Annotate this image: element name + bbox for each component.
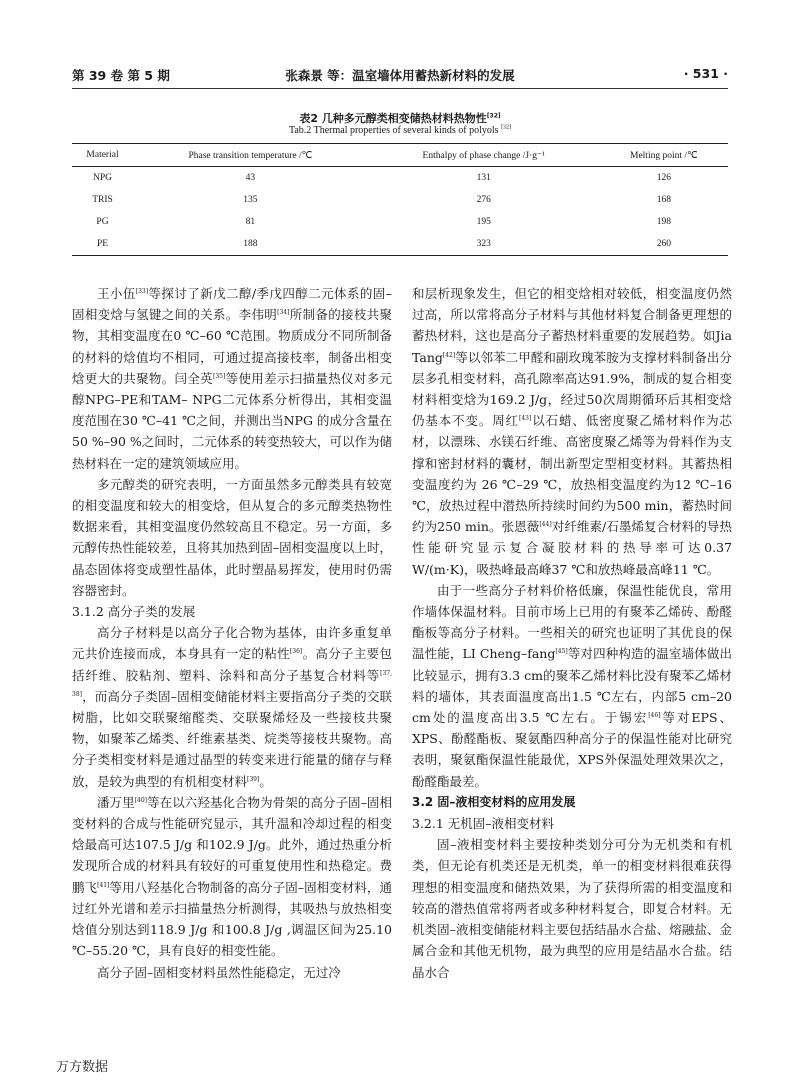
right-column xyxy=(412,283,732,983)
paragraph: 高分子固–固相变材料虽然性能稳定，无过冷 xyxy=(97,964,341,980)
table-header-cell: Enthalpy of phase change /J·g⁻¹ xyxy=(422,150,545,161)
thermal-properties-table xyxy=(72,143,728,256)
table-header-cell: Phase transition temperature /℃ xyxy=(188,150,313,161)
paragraph: 由于一些高分子材料价格低廉，保温性能优良，常用作墙体保温材料。目前市场上已用的有聚苯乙烯砖、酚醛酯板等高分子材料。一些相关的研究也证明了其优良的保温性能，LI Cheng–fang[45]等对四种构造的温室墙体做出比较显示，拥有3.3 cm的聚苯乙烯材料比没有聚苯乙烯材料的墙体，其表面温度高出1.5 ℃左右，内部5 cm–20 cm处的温度高出3.5 ℃左右。于锡宏[46]等对EPS、XPS、酚醛酯板、聚氨酯四种高分子的保温性能对比研究表明，聚氨酯保温性能最优，XPS外保温处理效果次之，酚醛酯最差。 xyxy=(412,582,732,789)
running-title: 张森景 等：温室墙体用蓄热新材料的发展 xyxy=(285,68,515,83)
table-row xyxy=(72,233,728,256)
table-cell: 195 xyxy=(476,217,491,227)
paragraph: 高分子材料是以高分子化合物为基体，由许多重复单元共价连接而成，本身具有一定的粘性[36]。高分子主要包括纤维、胶粘剂、塑料、涂料和高分子基复合材料等[37, 38]，而高分子类固–固相变储能材料主要指高分子类的交联树脂，比如交联聚缩醛类、交联聚烯烃及一些接枝共聚物，如聚苯乙烯类、纤维素基类、烷类等接枝共聚物。高分子类相变材料是通过晶型的转变来进行能量的储存与释放，是较为典型的有机相变材料[39]。 xyxy=(72,625,392,789)
table-cell: 168 xyxy=(656,195,671,205)
table-row xyxy=(72,211,728,233)
paragraph: 多元醇类的研究表明，一方面虽然多元醇类具有较宽的相变温度和较大的相变焓，但从复合的多元醇类热物性数据来看，其相变温度仍然较高且不稳定。另一方面，多元醇传热性能较差，且将其加热到固–固相变温度以上时，晶态固体将变成塑性晶体，此时塑晶易挥发，使用时仍需容器密封。 xyxy=(72,476,392,598)
paragraph: 潘万里[40]等在以六羟基化合物为骨架的高分子固–固相变材料的合成与性能研究显示，其升温和冷却过程的相变焓最高可达107.5 J/g 和102.9 J/g。此外，通过热重分析发现所合成的材料具有较好的可重复使用性和热稳定。费鹏飞[41]等用八羟基化合物制备的高分子固–固相变材料，通过红外光谱和差示扫描量热分析测得，其吸热与放热相变焓值分别达到118.9 J/g 和100.8 J/g ,调温区间为25.10 ℃–55.20 ℃，具有良好的相变性能。 xyxy=(72,794,392,959)
section-heading: 3.2.1 无机固–液相变材料 xyxy=(412,816,555,832)
table-cell: TRIS xyxy=(92,195,113,205)
table-header-cell: Melting point /℃ xyxy=(630,150,698,161)
header-rule xyxy=(72,88,728,89)
section-heading: 3.1.2 高分子类的发展 xyxy=(72,604,196,620)
journal-volume-issue: 第 39 卷 第 5 期 xyxy=(72,68,170,83)
table-cell: 276 xyxy=(476,195,491,205)
footer-watermark: 万方数据 xyxy=(56,1060,109,1075)
paragraph: 固–液相变材料主要按种类划分可分为无机类和有机类，但无论有机类还是无机类，单一的相变材料很难获得理想的相变温度和储热效果，为了获得所需的相变温度和较高的潜热值常将两者或多种材料复合，即复合材料。无机类固–液相变储能材料主要包括结晶水合盐、熔融盐、金属合金和其他无机物，最为典型的应用是结晶水合盐。结晶水合 xyxy=(412,837,732,980)
table-cell: 43 xyxy=(245,173,256,183)
table-cell: 131 xyxy=(476,173,491,183)
table-body xyxy=(72,167,728,256)
table-row xyxy=(72,189,728,211)
section-heading: 3.2 固–液相变材料的应用发展 xyxy=(412,794,576,809)
table-row xyxy=(72,167,728,190)
paragraph: 王小伍[33]等探讨了新戊二醇/季戊四醇二元体系的固–固相变焓与氢键之间的关系。李伟明[34]所制备的接枝共聚物，其相变温度在0 ℃–60 ℃范围。物质成分不同所制备的材料的焓值均不相同，可通过提高接枝率，制备出相变焓更大的共聚物。闫全英[35]等使用差示扫描量热仪对多元醇NPG–PE和TAM– NPG二元体系分析得出，其相变温度范围在30 ℃–41 ℃之间，并测出当NPG 的成分含量在50 %–90 %之间时，二元体系的转变热较大，可以作为储热材料在一定的建筑领域应用。 xyxy=(72,286,392,471)
table-cell: 323 xyxy=(476,239,491,249)
left-column xyxy=(72,283,392,983)
table-cell: 81 xyxy=(245,217,256,227)
section-heading: 和层析现象发生，但它的相变焓相对较低，相变温度仍然过高，所以常将高分子材料与其他材料复合制备更理想的蓄热材料，这也是高分子蓄热材料重要的发展趋势。如Jia Tang[42]等以邻苯二甲醛和副玫瑰苯胺为支撑材料制备出分层多孔相变材料，高孔隙率高达91.9%，制成的复合相变材料相变焓为169.2 J/g，经过50次周期循环后其相变焓仍基本不变。周红[43]以石蜡、低密度聚乙烯材料作为芯材，以漂珠、水镁石纤维、高密度聚乙烯等为骨料作为支撑和密封材料的囊材，制出新型定型相变材料。其蓄热相变温度约为 26 ℃–29 ℃，放热相变温度约为12 ℃–16 ℃，放热过程中潜热所持续时间约为500 min，蓄热时间约为250 min。张恩薇[44]对纤维素/石墨烯复合材料的导热性能研究显示复合凝胶材料的热导率可达0.37 W/(m·K)，吸热峰最高峰37 ℃和放热峰最高峰11 ℃。 xyxy=(412,286,733,577)
table-cell: 260 xyxy=(656,239,671,249)
page-number: · 531 · xyxy=(683,66,728,81)
table-cell: PG xyxy=(96,217,109,227)
table-caption-cn: 表2 几种多元醇类相变储热材料热物性[32] xyxy=(299,112,501,125)
running-header xyxy=(72,66,728,84)
table-header-row xyxy=(72,144,728,167)
table-cell: 188 xyxy=(243,239,258,249)
table-cell: 135 xyxy=(243,195,258,205)
table-cell: PE xyxy=(96,239,109,249)
table-cell: NPG xyxy=(92,173,112,183)
table-cell: 198 xyxy=(656,217,671,227)
table-cell: 126 xyxy=(656,173,671,183)
table-caption-en: Tab.2 Thermal properties of several kinds of polyols [32] xyxy=(288,124,512,136)
table-header-cell: Material xyxy=(86,150,119,160)
